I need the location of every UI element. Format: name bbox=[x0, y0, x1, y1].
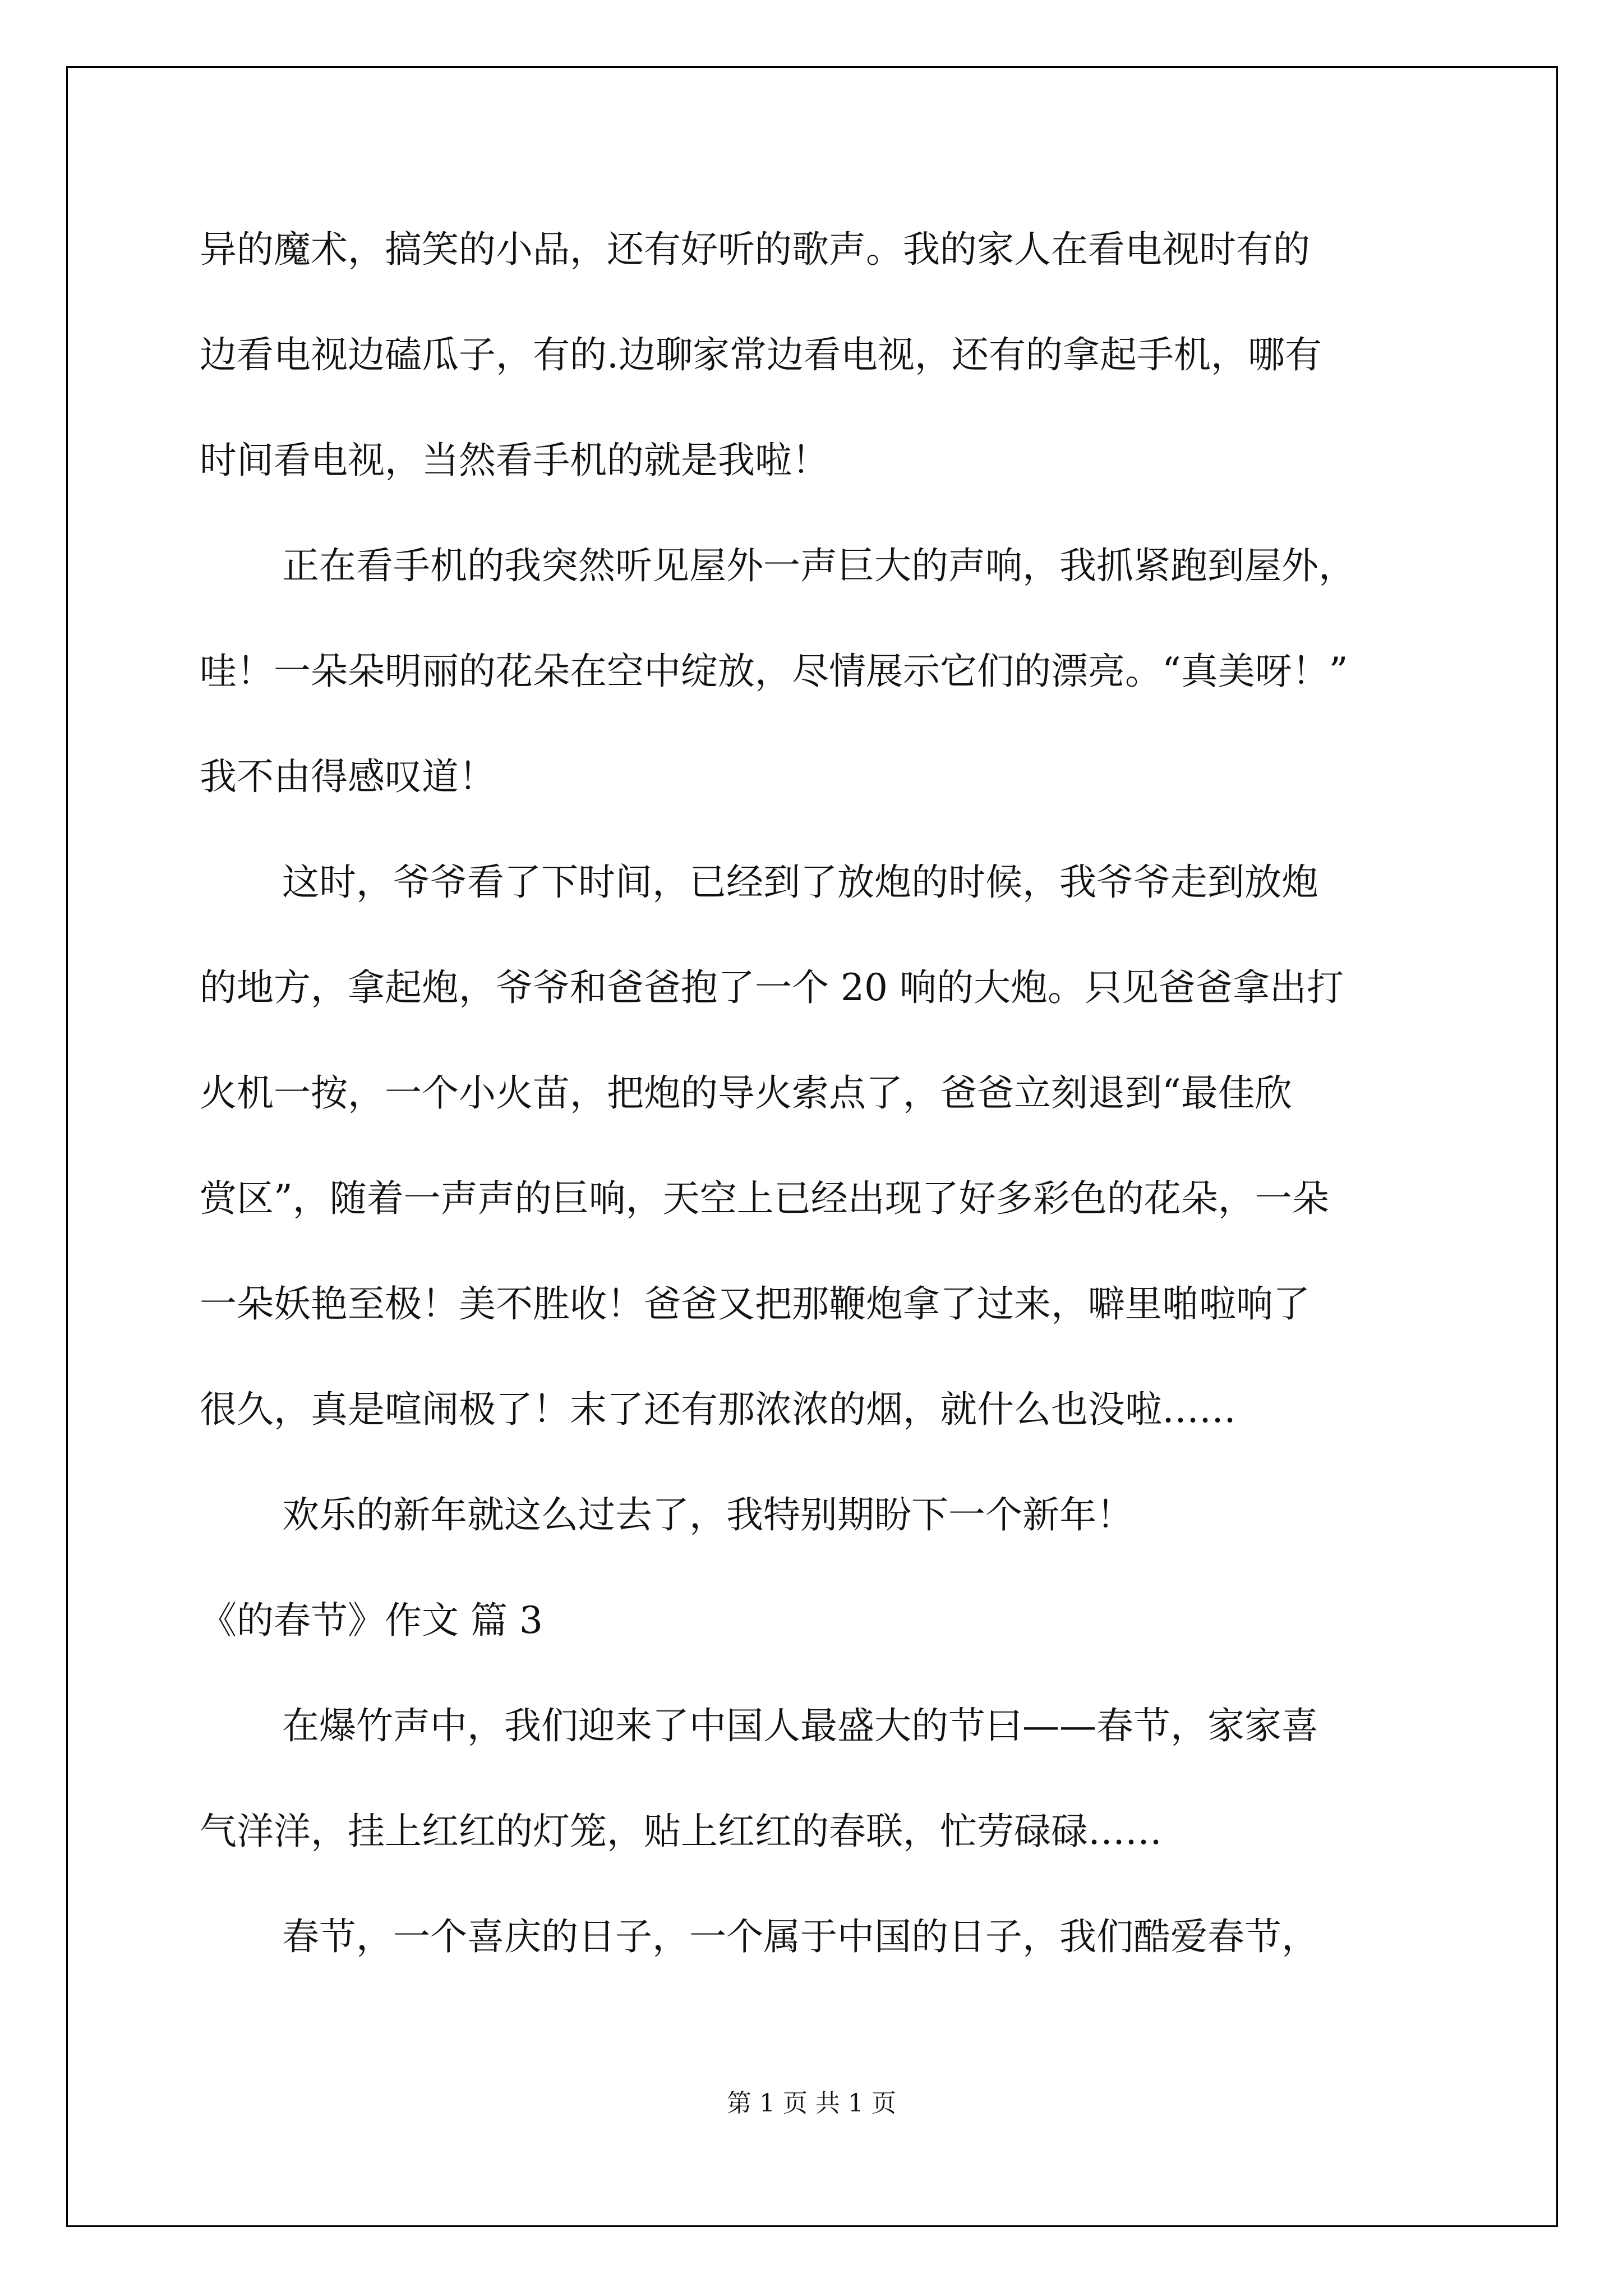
text-line: 哇！一朵朵明丽的花朵在空中绽放，尽情展示它们的漂亮。“真美呀！” bbox=[200, 650, 1348, 693]
paragraph-start-line: 在爆竹声中，我们迎来了中国人最盛大的节曰——春节，家家喜 bbox=[282, 1704, 1318, 1747]
paragraph-start-line: 欢乐的新年就这么过去了，我特别期盼下一个新年！ bbox=[282, 1493, 1133, 1536]
text-line: 我不由得感叹道！ bbox=[200, 755, 496, 798]
text-line: 的地方，拿起炮，爷爷和爸爸抱了一个 20 响的大炮。只见爸爸拿出打 bbox=[200, 966, 1344, 1009]
text-line: 时间看电视，当然看手机的就是我啦！ bbox=[200, 439, 829, 482]
text-line: 火机一按，一个小火苗，把炮的导火索点了，爸爸立刻退到“最佳欣 bbox=[200, 1071, 1292, 1115]
text-line: 赏区”，随着一声声的巨响，天空上已经出现了好多彩色的花朵，一朵 bbox=[200, 1177, 1329, 1220]
text-line: 边看电视边磕瓜子，有的.边聊家常边看电视，还有的拿起手机，哪有 bbox=[200, 333, 1322, 376]
section-heading: 《的春节》作文 篇 3 bbox=[200, 1599, 543, 1642]
page-footer: 第 1 页 共 1 页 bbox=[727, 2089, 896, 2118]
paragraph-start-line: 春节，一个喜庆的日子，一个属于中国的日子，我们酷爱春节， bbox=[282, 1915, 1318, 1958]
text-line: 气洋洋，挂上红红的灯笼，贴上红红的春联，忙劳碌碌…… bbox=[200, 1810, 1162, 1853]
paragraph-start-line: 这时，爷爷看了下时间，已经到了放炮的时候，我爷爷走到放炮 bbox=[282, 861, 1318, 904]
paragraph-start-line: 正在看手机的我突然听见屋外一声巨大的声响，我抓紧跑到屋外， bbox=[282, 544, 1355, 587]
text-line: 很久，真是喧闹极了！末了还有那浓浓的烟，就什么也没啦…… bbox=[200, 1388, 1236, 1431]
text-line: 一朵妖艳至极！美不胜收！爸爸又把那鞭炮拿了过来，噼里啪啦响了 bbox=[200, 1282, 1310, 1326]
text-line: 异的魔术，搞笑的小品，还有好听的歌声。我的家人在看电视时有的 bbox=[200, 228, 1310, 271]
page-border bbox=[66, 66, 1558, 2227]
